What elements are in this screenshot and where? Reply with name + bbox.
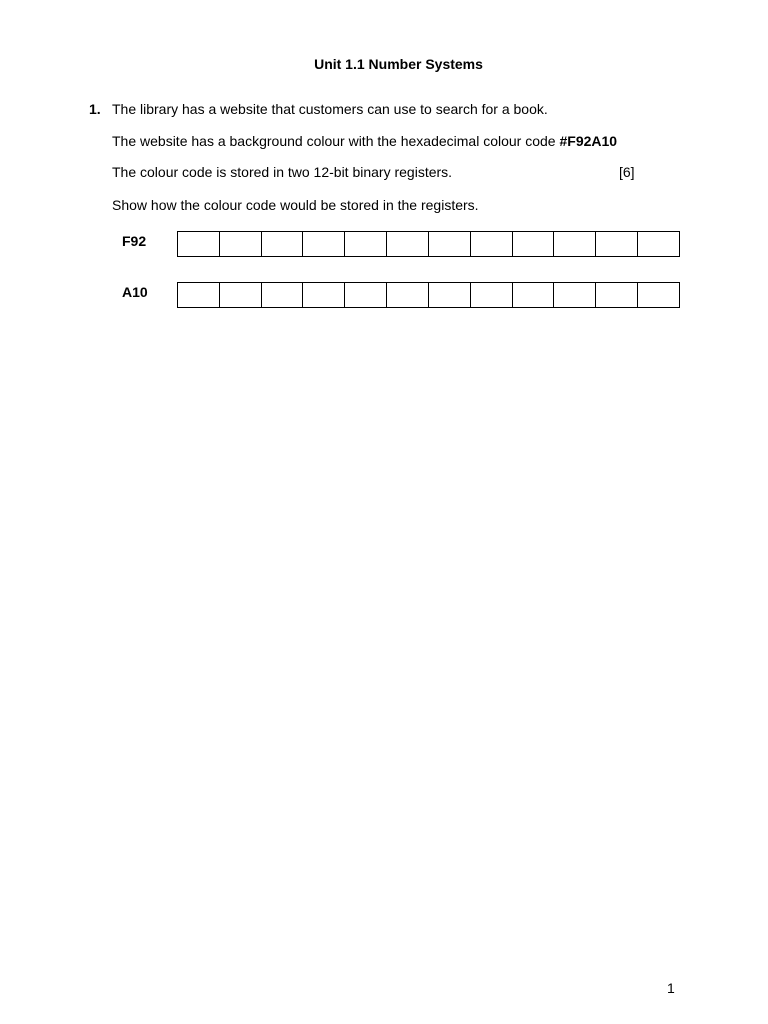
bit-cell[interactable] bbox=[262, 283, 304, 307]
bit-cell[interactable] bbox=[220, 283, 262, 307]
bit-cell[interactable] bbox=[596, 283, 638, 307]
question-text-library: The library has a website that customers can use to search for a book. bbox=[112, 101, 548, 117]
bit-cell[interactable] bbox=[596, 232, 638, 256]
bit-cell[interactable] bbox=[220, 232, 262, 256]
bit-cell[interactable] bbox=[471, 283, 513, 307]
register-f92 bbox=[0, 231, 768, 258]
bit-cell[interactable] bbox=[429, 232, 471, 256]
bit-cell[interactable] bbox=[638, 232, 679, 256]
bit-cell[interactable] bbox=[303, 232, 345, 256]
bit-cell[interactable] bbox=[513, 232, 555, 256]
bit-cell[interactable] bbox=[513, 283, 555, 307]
bit-cell[interactable] bbox=[638, 283, 679, 307]
bit-cell[interactable] bbox=[303, 283, 345, 307]
bit-cell[interactable] bbox=[387, 283, 429, 307]
register-cells bbox=[177, 231, 680, 257]
register-label: A10 bbox=[122, 284, 148, 300]
bit-cell[interactable] bbox=[178, 232, 220, 256]
bit-cell[interactable] bbox=[387, 232, 429, 256]
bit-cell[interactable] bbox=[345, 232, 387, 256]
document-title: Unit 1.1 Number Systems bbox=[314, 56, 483, 72]
colour-code-prefix: The website has a background colour with the hexadecimal colour code bbox=[112, 133, 560, 149]
register-a10 bbox=[0, 282, 768, 309]
bit-cell[interactable] bbox=[429, 283, 471, 307]
page-number: 1 bbox=[667, 980, 675, 996]
bit-cell[interactable] bbox=[345, 283, 387, 307]
question-instruction: Show how the colour code would be stored in the registers. bbox=[112, 197, 479, 213]
question-text-registers: The colour code is stored in two 12-bit binary registers. bbox=[112, 164, 453, 180]
bit-cell[interactable] bbox=[554, 283, 596, 307]
bit-cell[interactable] bbox=[262, 232, 304, 256]
bit-cell[interactable] bbox=[178, 283, 220, 307]
register-cells bbox=[177, 282, 680, 308]
question-number: 1. bbox=[89, 101, 101, 117]
marks-label: [6] bbox=[619, 164, 635, 180]
bit-cell[interactable] bbox=[554, 232, 596, 256]
hex-colour-code: #F92A10 bbox=[559, 133, 618, 149]
bit-cell[interactable] bbox=[471, 232, 513, 256]
question-text-colour-code bbox=[112, 133, 617, 149]
register-label: F92 bbox=[122, 233, 147, 249]
